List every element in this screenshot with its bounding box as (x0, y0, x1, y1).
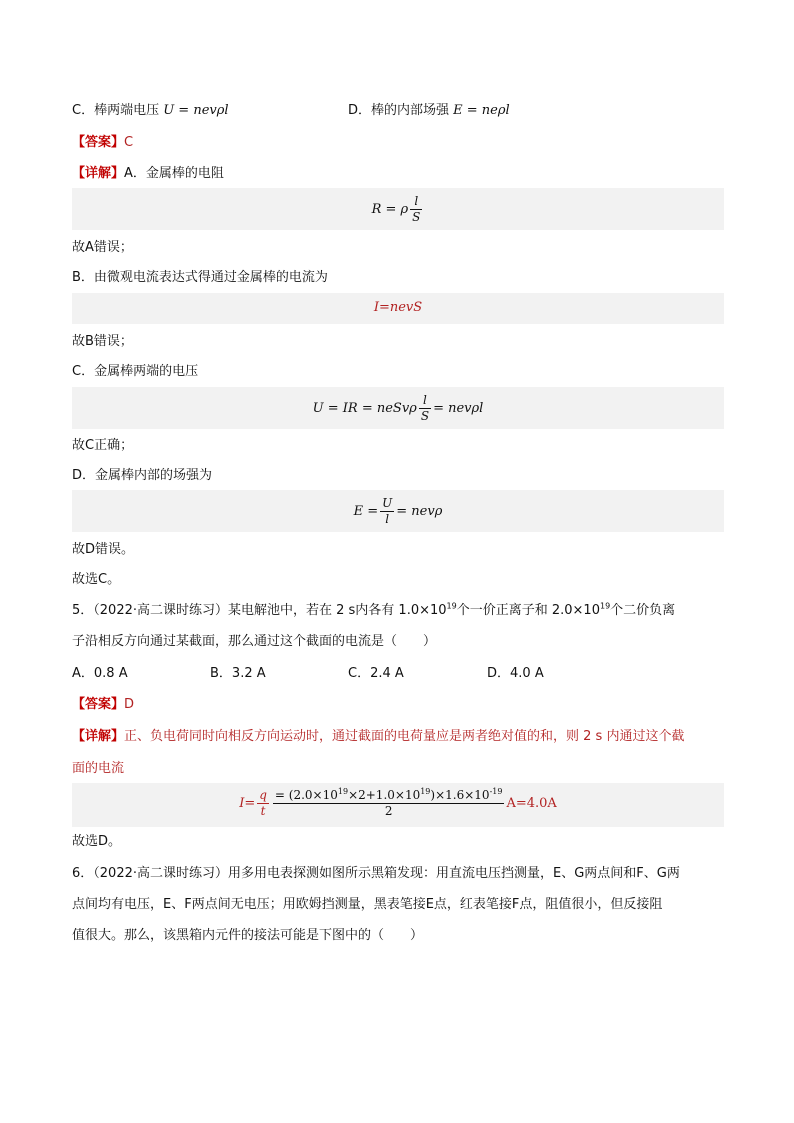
formula-box-a (72, 188, 724, 230)
answer-value: C (124, 135, 134, 150)
answer-line-q4 (72, 133, 133, 153)
final-q5: 故选D。 (72, 834, 122, 849)
option-d: D．棒的内部场强 E = neρl (348, 103, 510, 118)
formula-box-d (72, 490, 724, 532)
detail-line-q5-2: 面的电流 (72, 761, 125, 776)
detail-line-q4: 【详解】A．金属棒的电阻 (72, 166, 224, 181)
formula-box-b (72, 293, 724, 324)
question-5-line2: 子沿相反方向通过某截面，那么通过这个截面的电流是（ ） (72, 634, 437, 649)
answer-tag: 【答案】 (72, 697, 125, 712)
formula-current-q5: I= $\frac{q}{t}$ $\frac{= (2.0\times 10^{19}\times 2+1.0\times 10^{19})\times 1.6\times 10^{-19}}{2}$ A=4.0A (239, 787, 557, 818)
intro-c: C．金属棒两端的电压 (72, 364, 199, 379)
option-a-q5: A．0.8 A (72, 666, 128, 681)
detail-tag: 【详解】 (72, 166, 125, 181)
conclusion-d: 故D错误。 (72, 542, 135, 557)
conclusion-a: 故A错误； (72, 240, 133, 255)
detail-line-q5: 【详解】正、负电荷同时向相反方向运动时，通过截面的电荷量应是两者绝对值的和，则 2 s 内通过这个截 (72, 729, 685, 744)
question-5-line1: 5．（2022·高二课时练习）某电解池中，若在 2 s内各有 $1.0\times 10^{19}$个一价正离子和 $2.0\times 10^{19}$个二价负离 (72, 601, 676, 618)
answer-value: D (124, 697, 135, 712)
answer-line-q5 (72, 695, 134, 715)
formula-box-c (72, 387, 724, 429)
option-c: C．棒两端电压 U = nevρl (72, 103, 229, 118)
formula-field: E = $\frac{U}{l}$ = nevρ (353, 496, 443, 526)
conclusion-c: 故C正确； (72, 438, 134, 453)
answer-tag: 【答案】 (72, 135, 125, 150)
conclusion-b: 故B错误； (72, 334, 133, 349)
formula-current: I=nevS (373, 300, 423, 315)
formula-box-q5 (72, 783, 724, 827)
question-6-line1: 6．（2022·高二课时练习）用多用电表探测如图所示黑箱发现：用直流电压挡测量，E、G两点间和F、G两 (72, 866, 680, 881)
question-6-line3: 值很大。那么，该黑箱内元件的接法可能是下图中的（ ） (72, 928, 424, 943)
detail-tag: 【详解】 (72, 729, 125, 744)
formula-resistance: R = ρ $\frac{l}{S}$ (371, 194, 421, 224)
option-d-formula: E = neρl (453, 103, 510, 118)
option-d-q5: D．4.0 A (487, 666, 544, 681)
option-c-formula: U = nevρl (163, 103, 229, 118)
option-b-q5: B．3.2 A (210, 666, 266, 681)
final-q4: 故选C。 (72, 572, 121, 587)
formula-voltage: U = IR = neSvρ $\frac{l}{S}$ = nevρl (312, 393, 484, 423)
intro-b: B．由微观电流表达式得通过金属棒的电流为 (72, 270, 328, 285)
intro-d: D．金属棒内部的场强为 (72, 468, 213, 483)
question-6-line2: 点间均有电压，E、F两点间无电压；用欧姆挡测量，黑表笔接E点，红表笔接F点，阻值很小，但反接阻 (72, 897, 663, 912)
option-c-q5: C．2.4 A (348, 666, 404, 681)
